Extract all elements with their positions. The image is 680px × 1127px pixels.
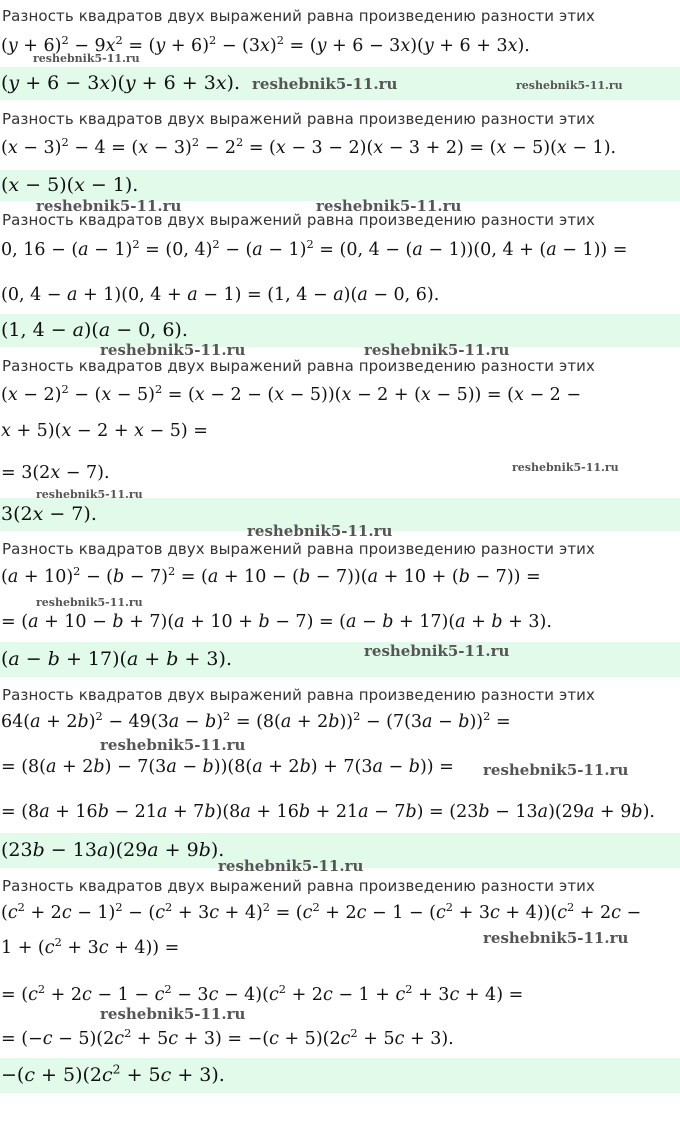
watermark: reshebnik5-11.ru — [316, 197, 462, 215]
watermark: reshebnik5-11.ru — [483, 761, 629, 779]
problem-6-line-2: = (8(a + 2b) − 7(3a − b))(8(a + 2b) + 7(3a − b)) = — [1, 757, 454, 777]
problem-3-answer: (1, 4 − a)(a − 0, 6). — [0, 314, 680, 347]
problem-7-line-2: $1 + (c^2 + 3c + 4)$) = — [1, 938, 180, 958]
problem-3-line-2: (0, 4 − a + 1)(0, 4 + a − 1) = (1, 4 − a)(a − 0, 6). — [1, 285, 440, 305]
problem-2-answer: (x − 5)(x − 1). — [0, 170, 680, 201]
problem-7-answer: $-(c + 5)(2c^2 + 5c + 3)$. — [0, 1058, 680, 1093]
watermark: reshebnik5-11.ru — [100, 1005, 246, 1023]
watermark: reshebnik5-11.ru — [364, 341, 510, 359]
watermark: reshebnik5-11.ru — [100, 736, 246, 754]
watermark: reshebnik5-11.ru — [516, 79, 623, 92]
problem-6-line-3: = (8a + 16b − 21a + 7b)(8a + 16b + 21a − 7b) = (23b − 13a)(29a + 9b). — [1, 802, 655, 822]
problem-4-line-3: = 3(2x − 7). — [1, 463, 110, 483]
problem-2-line-1: $(x - 3)^2 - 4 = (x - 3)^2 - 2^2 = (x - 3 - 2)(x - 3 + 2) = (x - 5)(x - 1)$. — [1, 138, 617, 158]
problem-1-line-1: $(y + 6)^2 - 9x^2 = (y + 6)^2 - (3x)^2 = (y + 6 - 3x)(y + 6 + 3x)$. — [1, 36, 530, 56]
problem-5-intro: Разность квадратов двух выражений равна произведению разности этих — [2, 540, 595, 558]
problem-6-line-1: $64(a + 2b)^2 - 49(3a - b)^2 = (8(a + 2b))^2 - (7(3a - b))^2$ = — [1, 712, 511, 732]
watermark: reshebnik5-11.ru — [364, 642, 510, 660]
watermark: reshebnik5-11.ru — [36, 596, 143, 609]
problem-7-intro: Разность квадратов двух выражений равна произведению разности этих — [2, 877, 595, 895]
problem-5-line-1: $(a + 10)^2 - (b - 7)^2 = (a + 10 - (b - 7))(a + 10 + (b - 7))$ = — [1, 567, 541, 587]
problem-3-line-1: 0, $16 - (a - 1)^2 = (0$, $4)^2 - (a - 1)^2 = (0$, 4 − (a − 1))(0, 4 + (a − 1)) = — [1, 240, 628, 260]
problem-4-line-2: x + 5)(x − 2 + x − 5) = — [1, 421, 208, 441]
watermark: reshebnik5-11.ru — [247, 522, 393, 540]
problem-3-intro: Разность квадратов двух выражений равна произведению разности этих — [2, 211, 595, 229]
problem-1-answer: (y + 6 − 3x)(y + 6 + 3x). — [0, 67, 680, 100]
problem-6-answer: (23b − 13a)(29a + 9b). — [0, 833, 680, 868]
watermark: reshebnik5-11.ru — [100, 341, 246, 359]
problem-4-line-1: $(x - 2)^2 - (x - 5)^2 = (x - 2 - (x - 5))(x - 2 + (x - 5)) = (x - 2$ − — [1, 385, 582, 405]
problem-7-line-1: $(c^2 + 2c - 1)^2 - (c^2 + 3c + 4)^2 = (c^2 + 2c - 1 - (c^2 + 3c + 4))(c^2 + 2c$ − — [1, 903, 642, 923]
watermark: reshebnik5-11.ru — [33, 52, 140, 65]
problem-5-answer: (a − b + 17)(a + b + 3). — [0, 642, 680, 677]
problem-4-answer: 3(2x − 7). — [0, 498, 680, 531]
watermark: reshebnik5-11.ru — [36, 488, 143, 501]
watermark: reshebnik5-11.ru — [218, 857, 364, 875]
watermark: reshebnik5-11.ru — [483, 929, 629, 947]
problem-4-intro: Разность квадратов двух выражений равна произведению разности этих — [2, 357, 595, 375]
problem-1-intro: Разность квадратов двух выражений равна произведению разности этих — [2, 7, 595, 25]
watermark: reshebnik5-11.ru — [36, 197, 182, 215]
problem-7-line-3: = $(c^2 + 2c - 1 - c^2 - 3c - 4)(c^2 + 2c - 1 + c^2 + 3c + 4)$ = — [1, 985, 524, 1005]
watermark: reshebnik5-11.ru — [252, 75, 398, 93]
problem-7-line-4: = $(-c - 5)(2c^2 + 5c + 3) = -(c + 5)(2c^2 + 5c + 3)$. — [1, 1029, 454, 1049]
problem-2-intro: Разность квадратов двух выражений равна произведению разности этих — [2, 110, 595, 128]
problem-6-intro: Разность квадратов двух выражений равна произведению разности этих — [2, 686, 595, 704]
watermark: reshebnik5-11.ru — [512, 461, 619, 474]
problem-5-line-2: = (a + 10 − b + 7)(a + 10 + b − 7) = (a − b + 17)(a + b + 3). — [1, 612, 552, 632]
